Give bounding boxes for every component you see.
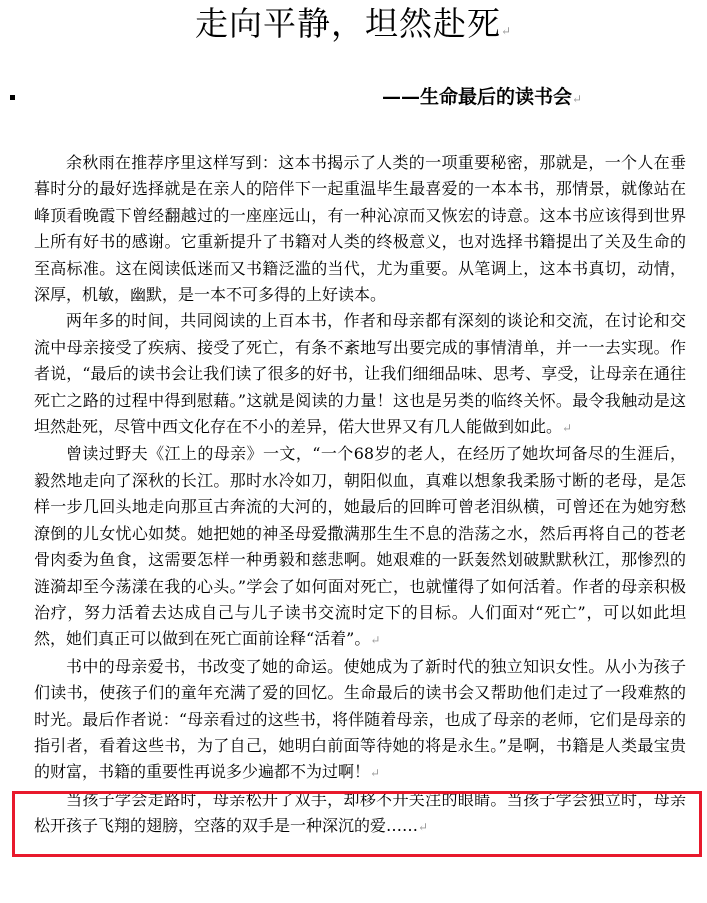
document-subtitle	[382, 84, 582, 112]
paragraph-4	[34, 654, 686, 787]
paragraph-3	[34, 441, 686, 653]
paragraph-5-text: 当孩子学会走路时，母亲松开了双手，却移不开关注的眼睛。当孩子学会独立时，母亲松开孩子飞翔的翅膀，空落的双手是一种深沉的爱……	[34, 789, 686, 836]
paragraph-mark: ↵	[500, 24, 513, 38]
paragraph-2-text: 两年多的时间，共同阅读的上百本书，作者和母亲都有深刻的谈论和交流，在讨论和交流中母亲接受了疾病、接受了死亡，有条不紊地写出要完成的事情清单，并一一去实现。作者说，“最后的读书会让我们读了很多的好书，让我们细细品味、思考、享受，让母亲在通往死亡之路的过程中得到慰藉。”这就是阅读的力量！这也是另类的临终关怀。最令我触动是这坦然赴死，尽管中西文化存在不小的差异，偌大世界又有几人能做到如此。	[34, 311, 686, 437]
paragraph-mark: ↵	[418, 820, 429, 835]
document-title-text: 走向平静，坦然赴死	[194, 4, 501, 43]
paragraph-4-text: 书中的母亲爱书，书改变了她的命运。使她成为了新时代的独立知识女性。从小为孩子们读书，使孩子们的童年充满了爱的回忆。生命最后的读书会又帮助他们走过了一段难熬的时光。最后作者说：“母亲看过的这些书，将伴随着母亲，也成了母亲的老师，它们是母亲的指引者，看着这些书，为了自己，她明白前面等待她的将是永生。”是啊，书籍是人类最宝贵的财富，书籍的重要性再说多少遍都不为过啊！	[34, 656, 686, 782]
paragraph-5	[34, 787, 686, 841]
paragraph-2	[34, 308, 686, 441]
list-bullet-icon	[10, 95, 15, 100]
document-title	[0, 2, 707, 53]
paragraph-1-text: 余秋雨在推荐序里这样写到：这本书揭示了人类的一项重要秘密，那就是，一个人在垂暮时分的最好选择就是在亲人的陪伴下一起重温毕生最喜爱的一本本书，那情景，就像站在峰顶看晚霞下曾经翻越过的一座座远山，有一种沁凉而又恢宏的诗意。这本书应该得到世界上所有好书的感谢。它重新提升了书籍对人类的终极意义，也对选择书籍提出了关及生命的至高标准。这在阅读低迷而又书籍泛滥的当代，尤为重要。从笔调上，这本书真切，动情，深厚，机敏，幽默，是一本不可多得的上好读本。	[34, 153, 686, 305]
paragraph-mark: ↵	[370, 633, 381, 648]
paragraph-mark: ↵	[370, 766, 381, 781]
paragraph-mark: ↵	[562, 421, 573, 436]
paragraph-1	[34, 150, 686, 308]
paragraph-3-text: 曾读过野夫《江上的母亲》一文，“一个68岁的老人，在经历了她坎坷备尽的生涯后，毅然地走向了深秋的长江。那时水冷如刀，朝阳似血，真难以想象我柔肠寸断的老母，是怎样一步几回头地走向那亘古奔流的大河的，她最后的回眸可曾老泪纵横，可曾还在为她穷愁潦倒的儿女忧心如焚。她把她的神圣母爱撒满那生生不息的浩荡之水，然后再将自己的苍老骨肉委为鱼食，这需要怎样一种勇毅和慈悲啊。她艰难的一跃轰然划破默默秋江，那惨烈的涟漪却至今荡漾在我的心头。”学会了如何面对死亡，也就懂得了如何活着。作者的母亲积极治疗，努力活着去达成自己与儿子读书交流时定下的目标。人们面对“死亡”，可以如此坦然，她们真正可以做到在死亡面前诠释“活着”。	[34, 444, 686, 649]
document-subtitle-text: ——生命最后的读书会	[382, 86, 573, 108]
paragraph-mark: ↵	[572, 92, 583, 106]
document-body	[34, 150, 686, 841]
